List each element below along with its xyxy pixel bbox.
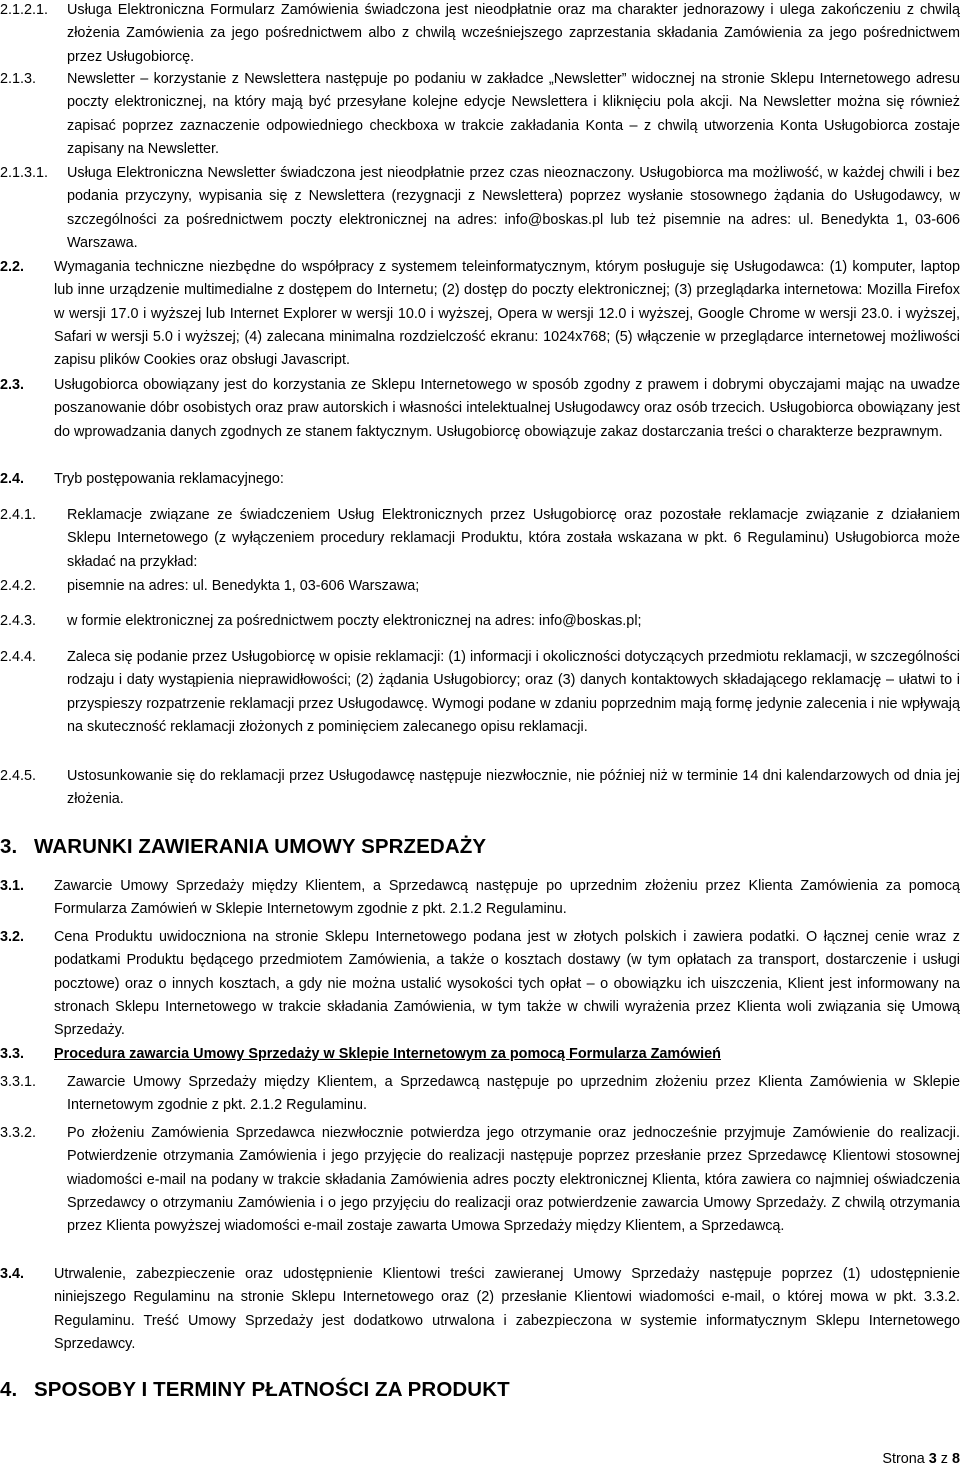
clause-heading-underlined: Procedura zawarcia Umowy Sprzedaży w Sklepie Internetowym za pomocą Formularza Zamówień — [54, 1046, 721, 1062]
clause-2-4 — [0, 468, 960, 491]
clause-2-1-2-1 — [0, 0, 960, 69]
section-heading-4 — [0, 1377, 510, 1403]
clause-2-2 — [0, 256, 960, 372]
clause-3-3 — [0, 1043, 960, 1066]
current-page-number: 3 — [928, 1451, 937, 1467]
clause-3-4 — [0, 1263, 960, 1356]
clause-2-4-3 — [0, 610, 960, 633]
section-number: 4. — [0, 1378, 18, 1401]
clause-number: 2.4.4. — [0, 649, 37, 665]
clause-2-1-3-1 — [0, 162, 960, 255]
clause-number: 2.1.3. — [0, 71, 37, 87]
clause-number: 3.2. — [0, 929, 25, 945]
clause-number: 2.1.2.1. — [0, 2, 49, 18]
clause-2-4-1 — [0, 504, 960, 574]
clause-text: Usługobiorca obowiązany jest do korzystania ze Sklepu Internetowego w sposób zgodny z prawem i dobrymi obyczajami mając na uwadze poszanowanie dóbr osobistych oraz praw autorskich i własności intelektualnej Usługodawcy oraz osób trzecich. Usługobiorca obowiązany jest do wprowadzania danych zgodnych ze stanem faktycznym. Usługobiorcę obowiązuje zakaz dostarczania treści o charakterze bezprawnym. — [54, 377, 960, 440]
clause-text: Newsletter – korzystanie z Newslettera następuje po podaniu w zakładce „Newsletter” widocznej na stronie Sklepu Internetowego adresu poczty elektronicznej, na który mają być przesyłane kolejne edycje Newslettera i kliknięciu pola akcji. Na Newsletter można się również zapisać poprzez zaznaczenie odpowiedniego checkboxa w trakcie zakładania Konta – z chwilą utworzenia Konta Usługobiorca zostaje zapisany na Newsletter. — [67, 71, 960, 157]
clause-2-3 — [0, 374, 960, 444]
total-page-count: 8 — [951, 1451, 960, 1467]
clause-text: Usługa Elektroniczna Formularz Zamówienia świadczona jest nieodpłatnie oraz ma charakter jednorazowy i ulega zakończeniu z chwilą złożenia Zamówienia za jego pośrednictwem albo z chwilą wcześniejszego zaprzestania składania Zamówienia za jego pośrednictwem przez Usługobiorcę. — [67, 2, 960, 65]
clause-3-3-2 — [0, 1122, 960, 1238]
clause-text: Usługa Elektroniczna Newsletter świadczona jest nieodpłatnie przez czas nieoznaczony. Usługobiorca ma możliwość, w każdej chwili i bez podania przyczyny, wypisania się z Newslettera (rezygnacji z Newslettera) poprzez wysłanie stosownego żądania do Usługodawcy, w szczególności za pośrednictwem poczty elektronicznej na adres: info@boskas.pl lub też pisemnie na adres: ul. Benedykta 1, 03-606 Warszawa. — [67, 165, 960, 251]
clause-number: 2.4.1. — [0, 507, 37, 523]
clause-number: 3.3.2. — [0, 1125, 37, 1141]
clause-2-1-3 — [0, 68, 960, 161]
clause-number: 3.4. — [0, 1266, 25, 1282]
clause-text: pisemnie na adres: ul. Benedykta 1, 03-606 Warszawa; — [67, 578, 420, 594]
section-title: WARUNKI ZAWIERANIA UMOWY SPRZEDAŻY — [34, 835, 487, 858]
clause-2-4-2 — [0, 575, 960, 598]
clause-number: 2.2. — [0, 259, 25, 275]
clause-text: Po złożeniu Zamówienia Sprzedawca niezwłocznie potwierdza jego otrzymanie oraz jednocześnie przyjmuje Zamówienie do realizacji. Potwierdzenie otrzymania Zamówienia i jego przyjęcie do realizacji następuje poprzez przesłanie przez Sprzedawcę Klientowi stosownej wiadomości e-mail na podany w trakcie składania Zamówienia adres poczty elektronicznej Klienta, która zawiera co najmniej oświadczenia Sprzedawcy o otrzymaniu Zamówienia i o jego przyjęciu do realizacji oraz potwierdzenie zawarcia Umowy Sprzedaży. Z chwilą otrzymania przez Klienta powyższej wiadomości e-mail zostaje zawarta Umowa Sprzedaży między Klientem, a Sprzedawcą. — [67, 1125, 960, 1235]
section-number: 3. — [0, 835, 18, 858]
clause-number: 3.3.1. — [0, 1074, 37, 1090]
clause-text: Cena Produktu uwidoczniona na stronie Sklepu Internetowego podana jest w złotych polskich i zawiera podatki. O łącznej cenie wraz z podatkami Produktu będącego przedmiotem Zamówienia, a także o kosztach dostawy (w tym opłatach za transport, dostarczenie i usługi pocztowe) oraz o innych kosztach, a gdy nie można ustalić wysokości tych opłat – o obowiązku ich uiszczenia, Klient jest informowany na stronach Sklepu Internetowego w trakcie składania Zamówienia, w tym także w chwili wyrażenia przez Klienta woli związania się Umową Sprzedaży. — [54, 929, 960, 1039]
clause-text: Utrwalenie, zabezpieczenie oraz udostępnienie Klientowi treści zawieranej Umowy Sprzedaży następuje poprzez (1) udostępnienie niniejszego Regulaminu na stronie Sklepu Internetowego oraz (2) przesłanie Klientowi wiadomości e-mail, o której mowa w pkt. 3.3.2. Regulaminu. Treść Umowy Sprzedaży jest dodatkowo utrwalona i zabezpieczona w systemie informatycznym Sklepu Internetowego Sprzedawcy. — [54, 1266, 960, 1352]
section-title: SPOSOBY I TERMINY PŁATNOŚCI ZA PRODUKT — [34, 1378, 510, 1401]
clause-number: 2.3. — [0, 377, 25, 393]
clause-2-4-4 — [0, 646, 960, 739]
clause-text: Zawarcie Umowy Sprzedaży między Klientem, a Sprzedawcą następuje po uprzednim złożeniu przez Klienta Zamówienia w Sklepie Internetowym zgodnie z pkt. 2.1.2 Regulaminu. — [67, 1074, 960, 1114]
clause-3-3-1 — [0, 1071, 960, 1118]
clause-text: w formie elektronicznej za pośrednictwem poczty elektronicznej na adres: info@boskas.pl; — [67, 613, 642, 629]
section-heading-3 — [0, 834, 486, 860]
clause-text: Zawarcie Umowy Sprzedaży między Klientem, a Sprzedawcą następuje po uprzednim złożeniu przez Klienta Zamówienia za pomocą Formularza Zamówień w Sklepie Internetowym zgodnie z pkt. 2.1.2 Regulaminu. — [54, 878, 960, 918]
clause-text: Zaleca się podanie przez Usługobiorcę w opisie reklamacji: (1) informacji i okoliczności dotyczących przedmiotu reklamacji, w szczególności rodzaju i daty wystąpienia nieprawidłowości; (2) żądania Usługobiorcy; oraz (3) danych kontaktowych składającego reklamację – ułatwi to i przyspieszy rozpatrzenie reklamacji przez Usługodawcę. Wymogi podane w zdaniu poprzednim mają formę jedynie zalecenia i nie wpływają na skuteczność reklamacji złożonych z pominięciem zalecanego opisu reklamacji. — [67, 649, 960, 735]
clause-text: Ustosunkowanie się do reklamacji przez Usługodawcę następuje niezwłocznie, nie później niż w terminie 14 dni kalendarzowych od dnia jej złożenia. — [67, 768, 960, 808]
clause-number: 2.4.2. — [0, 578, 37, 594]
clause-number: 2.4. — [0, 471, 25, 487]
clause-number: 2.1.3.1. — [0, 165, 49, 181]
clause-text: Wymagania techniczne niezbędne do współpracy z systemem teleinformatycznym, którym posługuje się Usługodawca: (1) komputer, laptop lub inne urządzenie multimedialne z dostępem do Internetu; (2) dostęp do poczty elektronicznej; (3) przeglądarka internetowa: Mozilla Firefox w wersji 17.0 i wyższej lub Internet Explorer w wersji 10.0 i wyższej, Opera w wersji 12.0 i wyższej, Google Chrome w wersji 23.0. i wyższej, Safari w wersji 5.0 i wyższej; (4) zalecana minimalna rozdzielczość ekranu: 1024x768; (5) włączenie w przeglądarce internetowej możliwości zapisu plików Cookies oraz obsługi Javascript. — [54, 259, 960, 369]
clause-number: 2.4.5. — [0, 768, 37, 784]
clause-number: 3.3. — [0, 1046, 25, 1062]
clause-number: 3.1. — [0, 878, 25, 894]
clause-number: 2.4.3. — [0, 613, 37, 629]
page-label: Strona — [882, 1451, 925, 1467]
clause-text: Reklamacje związane ze świadczeniem Usług Elektronicznych przez Usługobiorcę oraz pozostałe reklamacje związanie z działaniem Sklepu Internetowego (z wyłączeniem procedury reklamacji Produktu, która została wskazana w pkt. 6 Regulaminu) Usługobiorca może składać na przykład: — [67, 507, 960, 570]
clause-text: Tryb postępowania reklamacyjnego: — [54, 471, 284, 487]
clause-3-2 — [0, 926, 960, 1042]
page-separator: z — [940, 1451, 948, 1467]
clause-3-1 — [0, 875, 960, 922]
page-footer — [882, 1450, 960, 1468]
clause-2-4-5 — [0, 765, 960, 812]
